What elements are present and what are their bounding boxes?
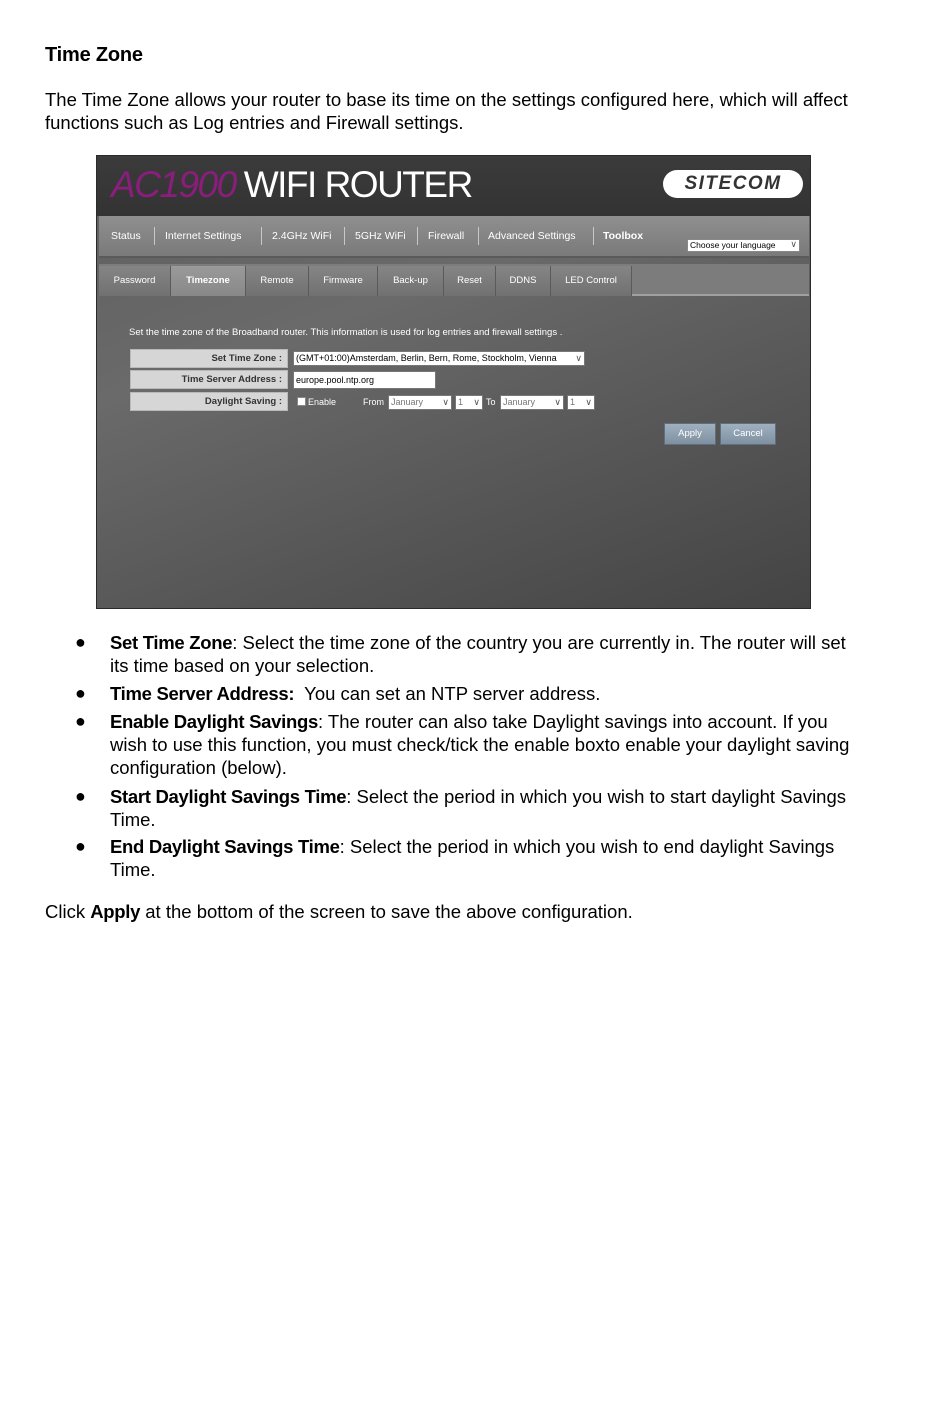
outro-before: Click [45,901,91,922]
nav-separator [593,227,594,245]
nav-separator [478,227,479,245]
bullet-dot: ● [75,786,86,806]
chevron-down-icon: ∨ [554,397,561,407]
bullet-dot: ● [75,711,86,731]
enable-checkbox[interactable] [297,397,306,406]
from-day-select[interactable] [455,395,483,410]
sitecom-logo: SITECOM [663,170,803,198]
router-screenshot [96,155,811,609]
to-day-value: 1 [570,397,576,407]
brand-name: WIFI ROUTER [243,164,472,205]
tab-led-control[interactable]: LED Control [551,266,632,296]
time-zone-value: (GMT+01:00)Amsterdam, Berlin, Bern, Rome, Stockholm, Vienna [296,353,557,363]
nav-5ghz-wifi[interactable]: 5GHz WiFi [355,230,406,242]
from-day-value: 1 [458,397,464,407]
bullet-text: : Select the time zone of the country you are currently in. The router will set its time based on your selection. [110,632,846,676]
time-server-value: europe.pool.ntp.org [296,375,375,385]
nav-separator [261,227,262,245]
daylight-saving-label: Daylight Saving : [130,392,288,411]
nav-toolbox[interactable]: Toolbox [603,230,644,242]
chevron-down-icon: ∨ [790,239,797,249]
bullet-dot: ● [75,683,86,703]
nav-24ghz-wifi[interactable]: 2.4GHz WiFi [272,230,332,242]
nav-status[interactable]: Status [111,230,141,242]
time-server-input[interactable] [293,371,436,389]
router-header [97,156,811,216]
tab-backup[interactable]: Back-up [378,266,444,296]
bullet-term: Set Time Zone [110,632,233,653]
nav-advanced-settings[interactable]: Advanced Settings [488,230,576,242]
main-nav [99,216,809,258]
time-zone-label: Set Time Zone : [130,349,288,368]
brand-title [111,164,472,206]
nav-separator [154,227,155,245]
bullet-dot: ● [75,836,86,856]
brand-model: AC1900 [111,164,236,205]
time-server-label: Time Server Address : [130,370,288,389]
nav-firewall[interactable]: Firewall [428,230,465,242]
chevron-down-icon: ∨ [473,397,480,407]
cancel-button[interactable]: Cancel [720,423,776,445]
tab-remote[interactable]: Remote [246,266,309,296]
to-label: To [486,397,496,407]
outro-apply: Apply [90,901,141,922]
outro-paragraph [45,900,633,923]
bullet-term: Start Daylight Savings Time [110,786,347,807]
to-day-select[interactable] [567,395,595,410]
from-month-value: January [391,397,424,407]
bullet-term: End Daylight Savings Time [110,836,340,857]
bullet-text: : Select the period in which you wish to end daylight Savings Time. [110,836,835,880]
outro-after: at the bottom of the screen to save the above configuration. [140,901,633,922]
doc-heading: Time Zone [45,44,143,66]
from-label: From [363,397,384,407]
to-month-select[interactable] [500,395,564,410]
nav-separator [417,227,418,245]
sub-nav [99,264,809,296]
bullet-term: Enable Daylight Savings [110,711,318,732]
tab-reset[interactable]: Reset [444,266,496,296]
to-month-value: January [503,397,536,407]
chevron-down-icon: ∨ [442,397,449,407]
chevron-down-icon: ∨ [585,397,592,407]
from-month-select[interactable] [388,395,452,410]
time-zone-select[interactable] [293,351,585,366]
panel-description: Set the time zone of the Broadband router. This information is used for log entries and firewall settings . [129,327,563,338]
bullet-term: Time Server Address: [110,683,295,704]
language-select[interactable] [687,239,800,252]
intro-paragraph: The Time Zone allows your router to base its time on the settings configured here, which will affect functions such as Log entries and Firewall settings. [45,89,848,133]
bullet-text: : Select the period in which you wish to start daylight Savings Time. [110,786,847,830]
tab-timezone[interactable]: Timezone [171,266,246,296]
nav-internet-settings[interactable]: Internet Settings [165,230,242,242]
bullet-dot: ● [75,632,86,652]
tab-ddns[interactable]: DDNS [496,266,551,296]
enable-label: Enable [308,397,337,407]
tab-firmware[interactable]: Firmware [309,266,378,296]
tab-password[interactable]: Password [99,266,171,296]
bullet-text: : The router can also take Daylight savings into account. If you wish to use this function, you must check/tick the enable boxto enable your daylight saving configuration (below). [110,711,850,778]
bullet-text: You can set an NTP server address. [294,683,601,704]
chevron-down-icon: ∨ [575,353,582,363]
apply-button[interactable]: Apply [664,423,716,445]
nav-separator [344,227,345,245]
language-select-value: Choose your language [690,240,776,250]
